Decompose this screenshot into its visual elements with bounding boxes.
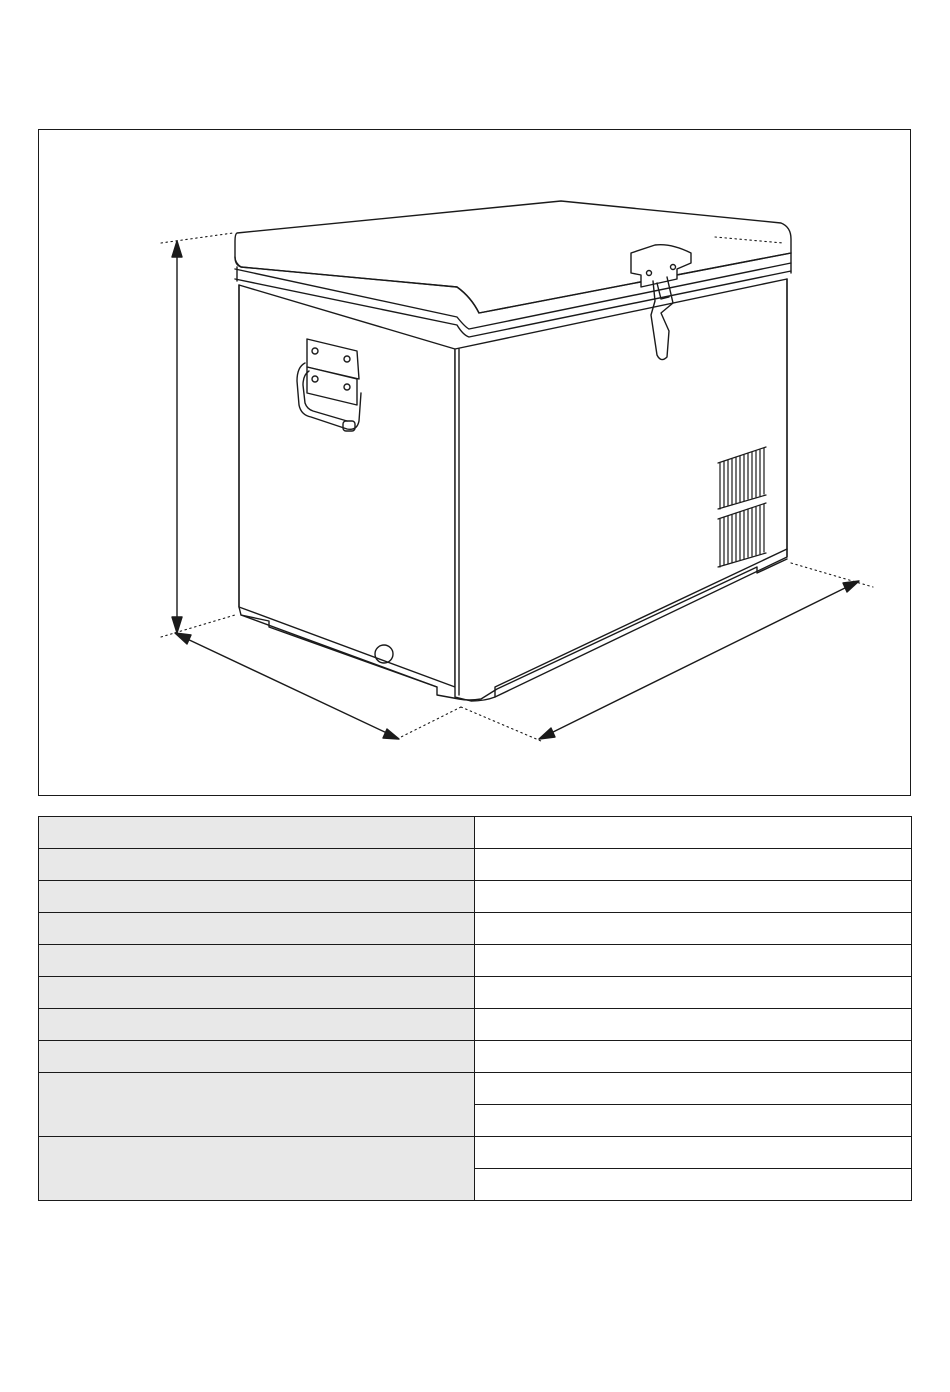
spec-label bbox=[39, 1041, 475, 1073]
table-row bbox=[39, 1137, 912, 1169]
body-right-face bbox=[455, 279, 787, 701]
spec-value bbox=[475, 1041, 912, 1073]
spec-label bbox=[39, 849, 475, 881]
spec-value bbox=[475, 817, 912, 849]
spec-label bbox=[39, 913, 475, 945]
fridge-illustration bbox=[39, 130, 912, 797]
spec-label bbox=[39, 881, 475, 913]
spec-value bbox=[475, 1073, 912, 1105]
table-row bbox=[39, 977, 912, 1009]
table-row bbox=[39, 1073, 912, 1105]
spec-label bbox=[39, 1009, 475, 1041]
spec-label bbox=[39, 977, 475, 1009]
spec-value bbox=[475, 881, 912, 913]
table-row bbox=[39, 849, 912, 881]
spec-label bbox=[39, 1137, 475, 1201]
spec-value bbox=[475, 1137, 912, 1169]
spec-label bbox=[39, 1073, 475, 1137]
spec-label bbox=[39, 945, 475, 977]
table-row bbox=[39, 1041, 912, 1073]
spec-value bbox=[475, 849, 912, 881]
table-row bbox=[39, 881, 912, 913]
spec-value bbox=[475, 977, 912, 1009]
table-row bbox=[39, 913, 912, 945]
spec-label bbox=[39, 817, 475, 849]
spec-value bbox=[475, 1169, 912, 1201]
height-dimension-arrow bbox=[172, 241, 182, 633]
product-figure bbox=[38, 129, 911, 796]
spec-value bbox=[475, 1009, 912, 1041]
spec-value bbox=[475, 945, 912, 977]
spec-table bbox=[38, 816, 912, 1201]
table-row bbox=[39, 1009, 912, 1041]
spec-value bbox=[475, 1105, 912, 1137]
table-row bbox=[39, 945, 912, 977]
table-row bbox=[39, 817, 912, 849]
spec-value bbox=[475, 913, 912, 945]
